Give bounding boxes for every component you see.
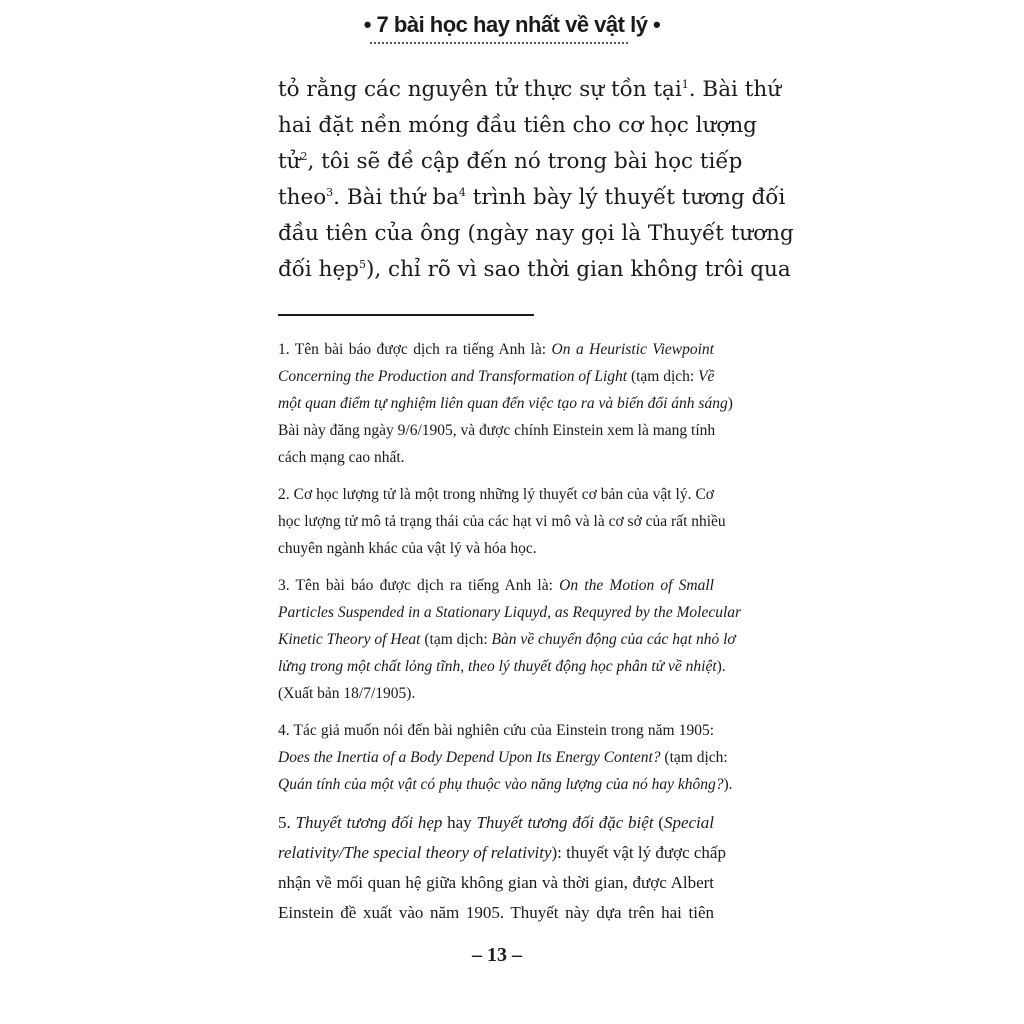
header-dotted-rule [370, 42, 628, 44]
footnote-4: 4. Tác giả muốn nói đến bài nghiên cứu của Einstein trong năm 1905: Does the Inertia of a Body Depend Upon Its Energy Content? (tạm dịch: Quán tính của một vật có phụ thuộc vào năng lượng của nó hay không?). [278, 722, 733, 793]
footnote-3: 3. Tên bài báo được dịch ra tiếng Anh là: On the Motion of Small Particles Suspended in a Stationary Liquyd, as Requyred by the Molecular Kinetic Theory of Heat (tạm dịch: Bàn về chuyển động của các hạt nhỏ lơ lửng trong một chất lỏng tĩnh, theo lý thuyết động học phân tử về nhiệt). (Xuất bản 18/7/1905). [278, 577, 742, 702]
footnote-ref: 1 [681, 77, 689, 91]
footnote-separator [278, 314, 534, 316]
body-line: hai đặt nền móng đầu tiên cho cơ học lượng [278, 113, 757, 138]
footnote-1: 1. Tên bài báo được dịch ra tiếng Anh là: On a Heuristic Viewpoint Concerning the Production and Transformation of Light (tạm dịch: Về một quan điểm tự nghiệm liên quan đến việc tạo ra và biến đổi ánh sáng) Bài này đăng ngày 9/6/1905, và được chính Einstein xem là mang tính cách mạng cao nhất. [278, 341, 733, 466]
body-line: tỏ rằng các nguyên tử thực sự tồn tại$^1$. Bài thứ [278, 77, 782, 102]
footnote-ref: 2 [300, 149, 308, 163]
body-paragraph [278, 72, 794, 288]
footnote-2: 2. Cơ học lượng tử là một trong những lý thuyết cơ bản của vật lý. Cơ học lượng tử mô tả trạng thái của các hạt vi mô và là cơ sở của rất nhiều chuyên ngành khác của vật lý và hóa học. [278, 486, 726, 557]
footnotes [278, 336, 742, 938]
body-line: đối hẹp$^5$), chỉ rõ vì sao thời gian không trôi qua [278, 257, 791, 282]
body-line: đầu tiên của ông (ngày nay gọi là Thuyết tương [278, 221, 794, 246]
page-number: – 13 – [472, 944, 522, 966]
running-header: • 7 bài học hay nhất về vật lý • [363, 12, 661, 37]
footnote-ref: 5 [358, 257, 366, 271]
body-line: theo$^3$. Bài thứ $ba^4$ trình bày lý thuyết tương đối [278, 185, 786, 210]
footnote-5: 5. Thuyết tương đối hẹp hay Thuyết tương đối đặc biệt (Special relativity/The special theory of relativity): thuyết vật lý được chấp nhận về mối quan hệ giữa không gian và thời gian, được Albert Einstein đề xuất vào năm 1905. Thuyết này dựa trên hai tiên [278, 813, 726, 922]
footnote-ref: 3 [326, 185, 334, 199]
body-line: tử$^2$, tôi sẽ đề cập đến nó trong bài học tiếp [278, 149, 743, 174]
footnote-ref: 4 [458, 185, 466, 199]
